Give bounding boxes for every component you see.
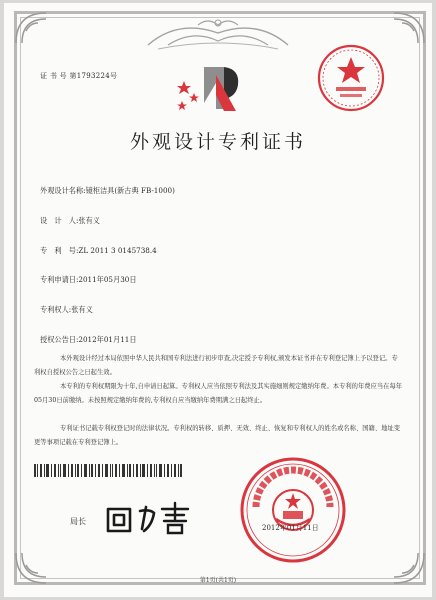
paragraph-legal-status: 专利证书记载专利权登记时的法律状况。专利权的转移、质押、无效、终止、恢复和专利权人的姓名或名称、国籍、地址变更等事项记载在专利登记簿上。 bbox=[34, 425, 401, 446]
field-value: 张有义 bbox=[71, 305, 93, 314]
field-design-name bbox=[40, 186, 175, 196]
field-label: 设 计 人: bbox=[40, 216, 79, 225]
field-value: 2011年05月30日 bbox=[78, 275, 137, 284]
field-patent-number bbox=[40, 246, 157, 256]
field-application-date bbox=[40, 275, 137, 285]
seal-date: 2012年01月11日 bbox=[262, 524, 319, 532]
paragraph-term-and-fees: 本专利的专利权期限为十年,自申请日起算。专利权人应当依照专利法及其实施细则规定缴纳年费。本专利的年费应当在每年05月30日前缴纳。未按照规定缴纳年费的,专利权自应当缴纳年费期满之日起终止。 bbox=[34, 383, 403, 404]
field-label: 外观设计名称: bbox=[40, 186, 86, 195]
official-seal-bottom bbox=[238, 455, 348, 565]
official-seal-top-right bbox=[316, 43, 386, 113]
certificate-title: 外观设计专利证书 bbox=[129, 131, 306, 153]
field-value: 张有义 bbox=[78, 216, 100, 225]
field-value: 2012年01月11日 bbox=[78, 335, 137, 344]
director-signature bbox=[100, 499, 200, 539]
certificate-sheet bbox=[4, 3, 432, 597]
director-label: 局长 bbox=[70, 517, 86, 526]
field-value: 镜柜洁具(新古典 FB-1000) bbox=[85, 186, 175, 195]
corner-ornament-top-right bbox=[392, 11, 426, 45]
top-ornament bbox=[138, 15, 298, 55]
corner-ornament-top-left bbox=[14, 11, 48, 45]
paragraph-grant-decision: 本外观设计经过本局依照中华人民共和国专利法进行初步审查,决定授予专利权,颁发本证书并在专利登记簿上予以登记。专利权自授权公告之日起生效。 bbox=[34, 355, 398, 376]
barcode bbox=[34, 464, 182, 477]
field-label: 专 利 号: bbox=[40, 246, 79, 255]
page-footer: 第1页(共1页) bbox=[199, 577, 237, 584]
field-patentee bbox=[40, 305, 93, 315]
field-value: ZL 2011 3 0145738.4 bbox=[78, 246, 157, 255]
patent-office-logo bbox=[174, 61, 246, 117]
field-designer bbox=[40, 216, 100, 226]
field-label: 专利权人: bbox=[40, 305, 72, 314]
certificate-number: 证 书 号 第1793224号 bbox=[40, 72, 118, 80]
field-grant-date bbox=[40, 335, 137, 345]
field-label: 专利申请日: bbox=[40, 275, 79, 284]
field-label: 授权公告日: bbox=[40, 335, 79, 344]
